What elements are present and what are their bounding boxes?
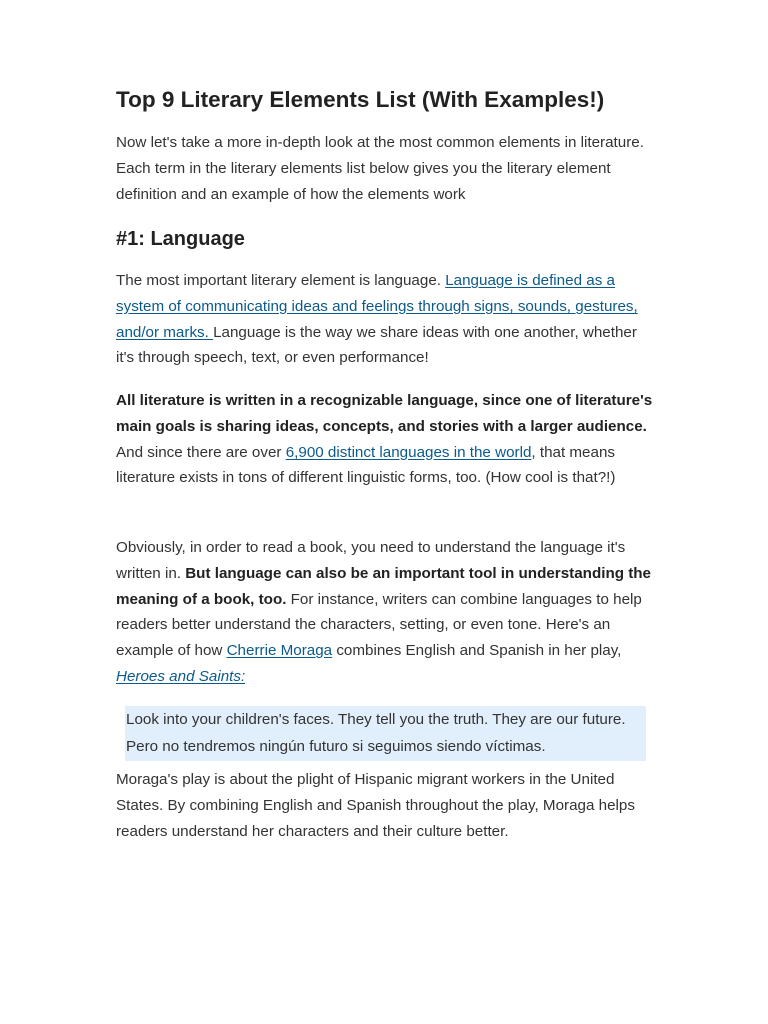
section-heading-language: #1: Language bbox=[116, 228, 245, 250]
distinct-languages-link[interactable]: 6,900 distinct languages in the world bbox=[285, 443, 532, 461]
language-paragraph-4: Moraga's play is about the plight of Hispanic migrant workers in the United States. By combining English and Spanish throughout the play, Moraga helps readers understand her characters and their culture better. bbox=[116, 771, 635, 840]
language-paragraph-1 bbox=[116, 268, 656, 371]
bold-statement: All literature is written in a recognizable language, since one of literature's main goals is sharing ideas, concepts, and stories with a larger audience. bbox=[116, 392, 653, 435]
heroes-and-saints-link[interactable]: Heroes and Saints bbox=[116, 667, 241, 685]
paragraph-text: The most important literary element is language. bbox=[116, 272, 446, 289]
paragraph-text: Language is the way we share ideas with one another, whether it's through speech, text, or even performance! bbox=[116, 323, 637, 367]
paragraph-text: Obviously, in order to read a book, you need to understand the language it's written in. bbox=[116, 539, 626, 582]
paragraph-text: And since there are over bbox=[116, 443, 286, 461]
intro-paragraph: Now let's take a more in-depth look at the most common elements in literature. Each term in the literary elements list below gives you the literary element definition and an example of how the elements work bbox=[116, 134, 644, 203]
paragraph-text: combines English and Spanish in her play, bbox=[332, 642, 622, 660]
colon: : bbox=[240, 667, 246, 685]
paragraph-text: , that means literature exists in tons of different linguistic forms, too. (How cool is that?!) bbox=[116, 443, 616, 487]
paragraph-text: For instance, writers can combine languages to help readers better understand the characters, setting, or even tone. Here's an example of how bbox=[116, 590, 642, 660]
cherrie-moraga-link[interactable]: Cherrie Moraga bbox=[226, 642, 333, 660]
language-definition-link[interactable]: Language is defined as a system of communicating ideas and feelings through signs, sounds, gestures, and/or marks. bbox=[116, 272, 638, 341]
language-paragraph-2 bbox=[116, 388, 656, 491]
bold-statement: But language can also be an important tool in understanding the meaning of a book, too. bbox=[116, 564, 651, 608]
quote-line-2: Pero no tendremos ningún futuro si seguimos siendo víctimas. bbox=[126, 737, 546, 755]
quote-line-1: Look into your children's faces. They tell you the truth. They are our future. bbox=[126, 711, 626, 728]
blockquote bbox=[125, 706, 646, 761]
page-title: Top 9 Literary Elements List (With Examples!) bbox=[116, 87, 605, 112]
language-paragraph-3 bbox=[116, 535, 656, 690]
